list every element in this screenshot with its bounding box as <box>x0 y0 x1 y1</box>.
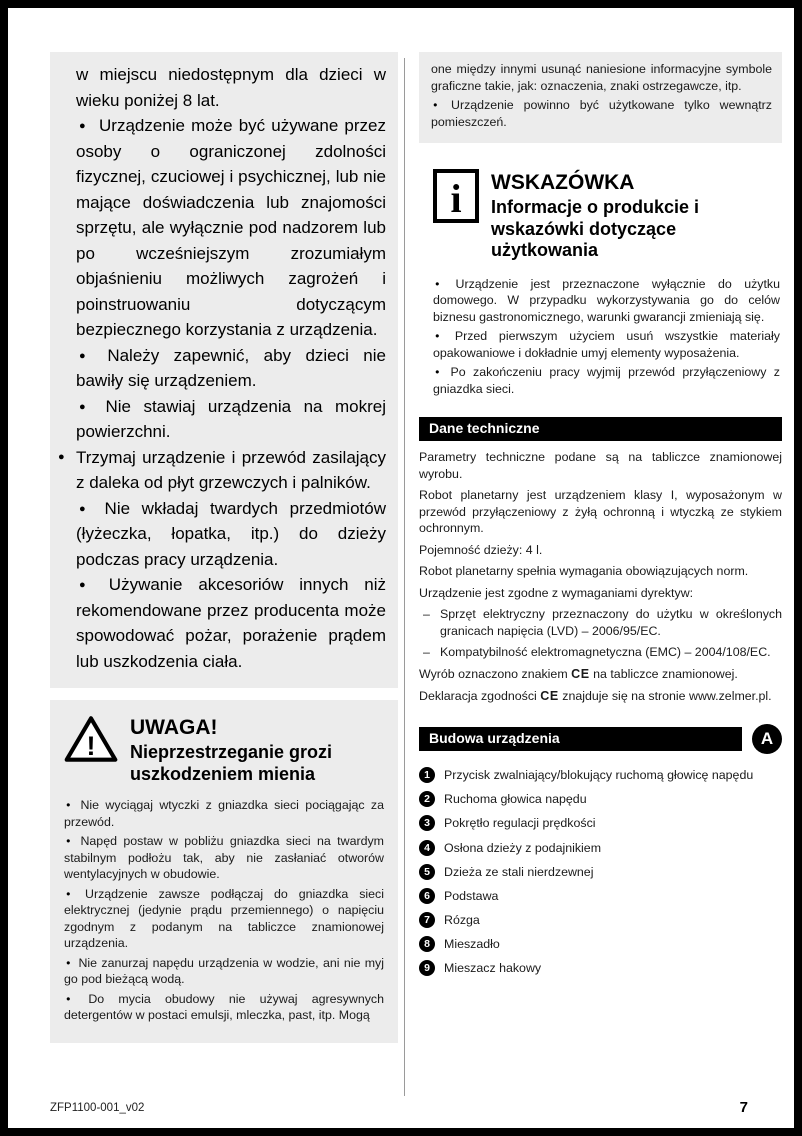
ce-line <box>419 666 782 683</box>
tech-paragraph: Robot planetarny jest urządzeniem klasy I, wyposażonym w przewód przyłączeniowy z żyłą ochronną i wtyczką ze stykiem ochronnym. <box>419 488 782 536</box>
ce-line-post: znajduje się na stronie www.zelmer.pl. <box>562 688 772 703</box>
safety-item-text: Używanie akcesoriów innych niż rekomendowane przez producenta może spowodować pożar, porażenie prądem lub uszkodzenia ciała. <box>76 575 386 671</box>
tech-paragraph: Parametry techniczne podane są na tabliczce znamionowej wyrobu. <box>419 450 782 481</box>
item-number-badge: 6 <box>419 888 435 904</box>
bullet-icon: ● <box>79 400 94 413</box>
safety-item-text: Trzymaj urządzenie i przewód zasilający z daleka od płyt grzewczych i palników. <box>76 447 386 492</box>
bullet-icon: ● <box>79 579 97 591</box>
item-number-badge: 7 <box>419 912 435 928</box>
build-item <box>419 814 782 831</box>
doc-code: ZFP1100-001_v02 <box>50 1102 145 1114</box>
caution-item-text: Nie wyciągaj wtyczki z gniazdka sieci pociągając za przewód. <box>64 798 385 829</box>
item-number-badge: 9 <box>419 960 435 976</box>
build-section-headrow <box>419 724 782 754</box>
bullet-icon: ● <box>435 331 448 341</box>
hint-box <box>419 169 782 397</box>
caution-items <box>64 797 384 1024</box>
tech-paragraph: Robot planetarny spełnia wymagania obowiązujących norm. <box>419 564 749 579</box>
caution-box-header <box>64 714 384 785</box>
item-label: Pokrętło regulacji prędkości <box>444 816 596 831</box>
item-label: Mieszacz hakowy <box>444 961 542 976</box>
item-label: Dzieża ze stali nierdzewnej <box>444 864 594 879</box>
hint-item <box>433 364 780 397</box>
section-ref-badge: A <box>752 724 782 754</box>
build-item <box>419 766 782 783</box>
safety-item-text: Urządzenie może być używane przez osoby o ograniczonej zdolności fizycznej, czuciowej i psychicznej, lub nie mające doświadczenia lub znajomości sprzętu, ale wyłącznie pod nadzorem lub po wcześniejszym zrozumiałym objaśnieniu możliwych zagrożeń i poinstruowaniu dotyczącym bezpiecznego korzystania z urządzenia. <box>76 116 386 339</box>
build-item <box>419 839 782 856</box>
item-number-badge: 5 <box>419 864 435 880</box>
build-item <box>419 790 782 807</box>
hint-box-header <box>433 169 782 262</box>
dash-icon: – <box>423 645 430 660</box>
safety-item <box>76 343 386 394</box>
safety-item <box>76 572 386 674</box>
safety-item <box>76 496 386 573</box>
bullet-icon: ● <box>58 450 65 463</box>
ce-line <box>419 688 782 705</box>
build-item <box>419 959 782 976</box>
hint-item <box>433 276 780 326</box>
bullet-icon: ● <box>79 502 93 515</box>
caution-item <box>64 833 384 883</box>
safety-item-text: Należy zapewnić, aby dzieci nie bawiły się urządzeniem. <box>76 345 386 390</box>
caution-item-text: Do mycia obudowy nie używaj agresywnych detergentów w postaci emulsji, mleczka, past, itp. Mogą <box>64 991 384 1023</box>
caution-item <box>64 955 384 988</box>
safety-item <box>76 113 386 343</box>
bullet-icon: ● <box>66 957 72 967</box>
warning-triangle-icon <box>64 714 118 764</box>
caution-item-text: Nie zanurzaj napędu urządzenia w wodzie, ani nie myj go pod bieżącą wodą. <box>64 955 385 987</box>
item-label: Mieszadło <box>444 937 500 952</box>
item-label: Rózga <box>444 912 480 927</box>
item-number-badge: 8 <box>419 936 435 952</box>
indoor-use-item <box>431 97 772 130</box>
build-item <box>419 887 782 904</box>
caution-item-text: Napęd postaw w pobliżu gniazdka sieci na twardym stabilnym podłożu tak, aby nie zasłaniać otworów wentylacyjnych w obudowie. <box>64 834 385 882</box>
continuation-paragraph: one między innymi usunąć naniesione informacyjne symbole graficzne takie, jak: oznaczenia, znaki ostrzegawcze, itp. <box>431 62 772 93</box>
safety-text-block <box>50 52 398 688</box>
build-item <box>419 911 782 928</box>
item-label: Podstawa <box>444 888 499 903</box>
caution-box-titles <box>130 714 355 785</box>
column-divider <box>404 58 405 1096</box>
ce-line-post: na tabliczce znamionowej. <box>593 666 738 681</box>
caution-item <box>64 797 384 830</box>
safety-item-text: Nie wkładaj twardych przedmiotów (łyżeczka, łopatka, itp.) do dzieży podczas pracy urządzenia. <box>76 498 386 569</box>
info-icon: i <box>433 169 479 223</box>
tech-paragraph: Urządzenie jest zgodne z wymaganiami dyrektyw: <box>419 585 694 600</box>
caution-item-text: Urządzenie zawsze podłączaj do gniazdka sieci elektrycznej (jedynie prądu przemiennego) o napięciu zgodnym z podanym na tabliczce znamionowej urządzenia. <box>64 886 385 951</box>
build-section-header: Budowa urządzenia <box>419 727 742 751</box>
ce-mark-icon: CE <box>540 688 559 703</box>
bullet-icon: ● <box>66 836 74 846</box>
safety-item <box>58 445 386 496</box>
top-safety-block <box>419 52 782 143</box>
bullet-icon: ● <box>435 367 444 377</box>
item-number-badge: 2 <box>419 791 435 807</box>
page-number: 7 <box>739 1099 748 1116</box>
build-item <box>419 863 782 880</box>
page-columns <box>50 52 782 1096</box>
ce-mark-icon: CE <box>571 666 590 681</box>
item-number-badge: 4 <box>419 840 435 856</box>
tech-section-header: Dane techniczne <box>419 417 782 441</box>
hint-item-text: Przed pierwszym użyciem usuń wszystkie materiały opakowaniowe i dokładnie umyj elementy wyposażenia. <box>433 329 780 360</box>
safety-item <box>76 394 386 445</box>
directive-item <box>419 606 782 639</box>
bullet-icon: ● <box>79 349 96 362</box>
bullet-icon: ● <box>435 278 449 288</box>
svg-text:!: ! <box>86 731 96 762</box>
hint-item-text: Urządzenie jest przeznaczone wyłącznie do użytku domowego. W przypadku wykorzystywania go do celów biznesu gastronomicznego, warunki gwarancji zmieniają się. <box>433 276 781 324</box>
item-label: Ruchoma głowica napędu <box>444 792 587 807</box>
bullet-icon: ● <box>66 888 78 898</box>
caution-box <box>50 700 398 1043</box>
caution-item <box>64 991 384 1024</box>
tech-paragraph: Pojemność dzieży: 4 l. <box>419 542 543 557</box>
hint-items <box>433 276 782 398</box>
bullet-icon: ● <box>66 800 74 810</box>
directive-text: Sprzęt elektryczny przeznaczony do użytku w określonych granicach napięcia (LVD) – 2006/95/EC. <box>440 607 782 638</box>
ce-line-pre: Deklaracja zgodności <box>419 688 537 703</box>
safety-intro: w miejscu niedostępnym dla dzieci w wieku poniżej 8 lat. <box>76 65 386 110</box>
bullet-icon: ● <box>79 120 87 132</box>
directive-text: Kompatybilność elektromagnetyczna (EMC) – 2004/108/EC. <box>440 645 771 660</box>
bullet-icon: ● <box>433 100 445 109</box>
left-column <box>50 52 398 1096</box>
caution-item <box>64 886 384 952</box>
tech-section-body <box>419 449 782 704</box>
caution-title: UWAGA! <box>130 716 218 739</box>
caution-subtitle: Nieprzestrzeganie grozi uszkodzeniem mienia <box>130 742 333 784</box>
tech-section <box>419 417 782 704</box>
item-label: Przycisk zwalniający/blokujący ruchomą głowicę napędu <box>444 768 754 783</box>
hint-subtitle: Informacje o produkcie i wskazówki dotyczące użytkowania <box>491 197 700 261</box>
build-item <box>419 935 782 952</box>
hint-item <box>433 328 780 361</box>
safety-item-text: Nie stawiaj urządzenia na mokrej powierzchni. <box>76 396 386 441</box>
item-label: Osłona dzieży z podajnikiem <box>444 840 602 855</box>
item-number-badge: 1 <box>419 767 435 783</box>
ce-line-pre: Wyrób oznaczono znakiem <box>419 666 568 681</box>
directive-item <box>419 644 782 661</box>
hint-item-text: Po zakończeniu pracy wyjmij przewód przyłączeniowy z gniazdka sieci. <box>433 365 781 396</box>
build-parts-list <box>419 766 782 976</box>
hint-box-titles <box>491 169 716 262</box>
hint-title: WSKAZÓWKA <box>491 171 635 194</box>
dash-icon: – <box>423 607 430 622</box>
indoor-use-text: Urządzenie powinno być użytkowane tylko wewnątrz pomieszczeń. <box>431 98 772 129</box>
item-number-badge: 3 <box>419 815 435 831</box>
right-column <box>413 52 782 1096</box>
bullet-icon: ● <box>66 993 82 1003</box>
build-section <box>419 724 782 976</box>
